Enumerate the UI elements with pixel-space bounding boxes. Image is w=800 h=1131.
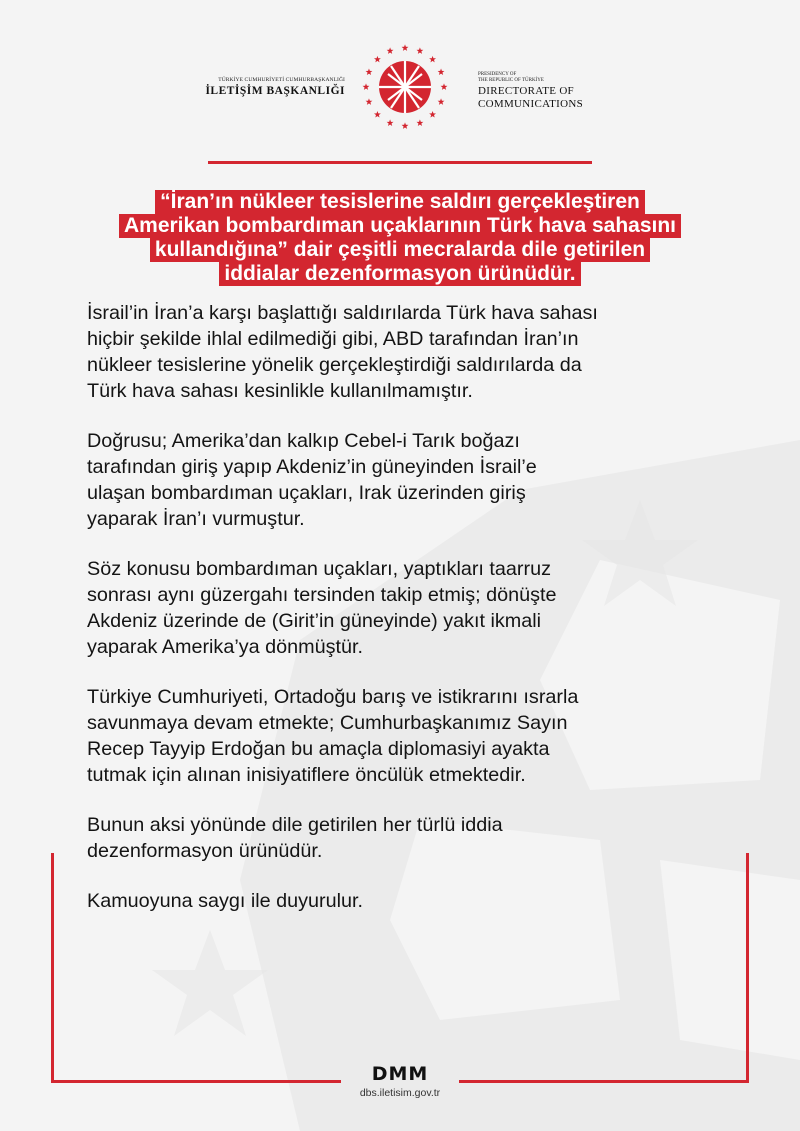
emblem-star-icon xyxy=(402,122,409,129)
dmm-logo: DMM xyxy=(371,1063,429,1085)
text-line: sonrası aynı güzergahı tersinden takip etmiş; dönüşte xyxy=(87,584,557,606)
emblem-star-icon xyxy=(417,47,424,54)
frame-right-border xyxy=(746,853,749,1082)
presidential-star-emblem-icon xyxy=(358,40,452,134)
text-line: yaparak Amerika’ya dönmüştür. xyxy=(87,636,363,658)
frame-bottom-right-border xyxy=(459,1080,749,1083)
emblem-star-icon xyxy=(366,98,373,105)
frame-top-border xyxy=(208,161,592,164)
page-header xyxy=(0,0,800,160)
org-en-subtitle-1: PRESIDENCY OF xyxy=(478,72,517,77)
emblem-star-icon xyxy=(374,111,381,118)
text-line: dezenformasyon ürünüdür. xyxy=(87,840,323,862)
paragraph xyxy=(87,812,727,864)
text-line: Akdeniz üzerinde de (Girit’in güneyinde) yakıt ikmali xyxy=(87,610,542,632)
text-line: Recep Tayyip Erdoğan bu amaçla diplomasiyi ayakta xyxy=(87,738,550,760)
org-tr-subtitle: TÜRKİYE CUMHURİYETİ CUMHURBAŞKANLIĞI xyxy=(218,77,345,83)
org-en-title-1: DIRECTORATE OF xyxy=(478,85,574,97)
headline-line: iddialar dezenformasyon ürünüdür. xyxy=(219,262,580,286)
text-line: İsrail’in İran’a karşı başlattığı saldırılarda Türk hava sahası xyxy=(87,302,598,324)
emblem-star-icon xyxy=(387,47,394,54)
headline xyxy=(60,190,740,286)
emblem-star-icon xyxy=(374,56,381,63)
closing-paragraph xyxy=(87,888,727,914)
org-tr-title: İLETİŞİM BAŞKANLIĞI xyxy=(205,85,345,97)
emblem-star-icon xyxy=(438,98,445,105)
text-line: Doğrusu; Amerika’dan kalkıp Cebel-i Tarık boğazı xyxy=(87,430,520,452)
paragraph xyxy=(87,300,727,404)
footer-website-url: dbs.iletisim.gov.tr xyxy=(359,1087,441,1099)
statement-body xyxy=(87,300,727,938)
frame-bottom-left-border xyxy=(51,1080,341,1083)
emblem-star-icon xyxy=(438,68,445,75)
org-en-title-2: COMMUNICATIONS xyxy=(478,98,584,110)
headline-line: Amerikan bombardıman uçaklarının Türk hava sahasını xyxy=(119,214,681,238)
emblem-star-icon xyxy=(402,44,409,51)
text-line: Türkiye Cumhuriyeti, Ortadoğu barış ve istikrarını ısrarla xyxy=(87,686,579,708)
emblem-star-icon xyxy=(429,111,436,118)
org-name-turkish xyxy=(205,77,345,97)
text-line: Söz konusu bombardıman uçakları, yaptıkları taarruz xyxy=(87,558,551,580)
text-line: nükleer tesislerine yönelik gerçekleştirdiği saldırılarda da xyxy=(87,354,582,376)
emblem-star-icon xyxy=(366,68,373,75)
page-footer xyxy=(340,1064,460,1099)
text-line: Kamuoyuna saygı ile duyurulur. xyxy=(87,890,364,912)
emblem-star-icon xyxy=(429,56,436,63)
org-en-subtitle-2: THE REPUBLIC OF TÜRKİYE xyxy=(478,78,544,83)
text-line: tutmak için alınan inisiyatiflere öncülük etmektedir. xyxy=(87,764,526,786)
frame-left-border xyxy=(51,853,54,1082)
text-line: ulaşan bombardıman uçakları, Irak üzerinden giriş xyxy=(87,482,526,504)
text-line: hiçbir şekilde ihlal edilmediği gibi, ABD tarafından İran’ın xyxy=(87,328,579,350)
headline-line: kullandığına” dair çeşitli mecralarda dile getirilen xyxy=(150,238,650,262)
text-line: yaparak İran’ı vurmuştur. xyxy=(87,508,305,530)
emblem-star-icon xyxy=(441,83,448,90)
emblem-star-icon xyxy=(363,83,370,90)
text-line: Türk hava sahası kesinlikle kullanılmamıştır. xyxy=(87,380,473,402)
text-line: tarafından giriş yapıp Akdeniz’in güneyinden İsrail’e xyxy=(87,456,537,478)
paragraph xyxy=(87,556,727,660)
emblem-star-icon xyxy=(387,119,394,126)
headline-line: “İran’ın nükleer tesislerine saldırı gerçekleştiren xyxy=(155,190,645,214)
paragraph xyxy=(87,428,727,532)
text-line: Bunun aksi yönünde dile getirilen her türlü iddia xyxy=(87,814,503,836)
text-line: savunmaya devam etmekte; Cumhurbaşkanımız Sayın xyxy=(87,712,568,734)
emblem-star-icon xyxy=(417,119,424,126)
paragraph xyxy=(87,684,727,788)
org-name-english xyxy=(478,72,618,110)
